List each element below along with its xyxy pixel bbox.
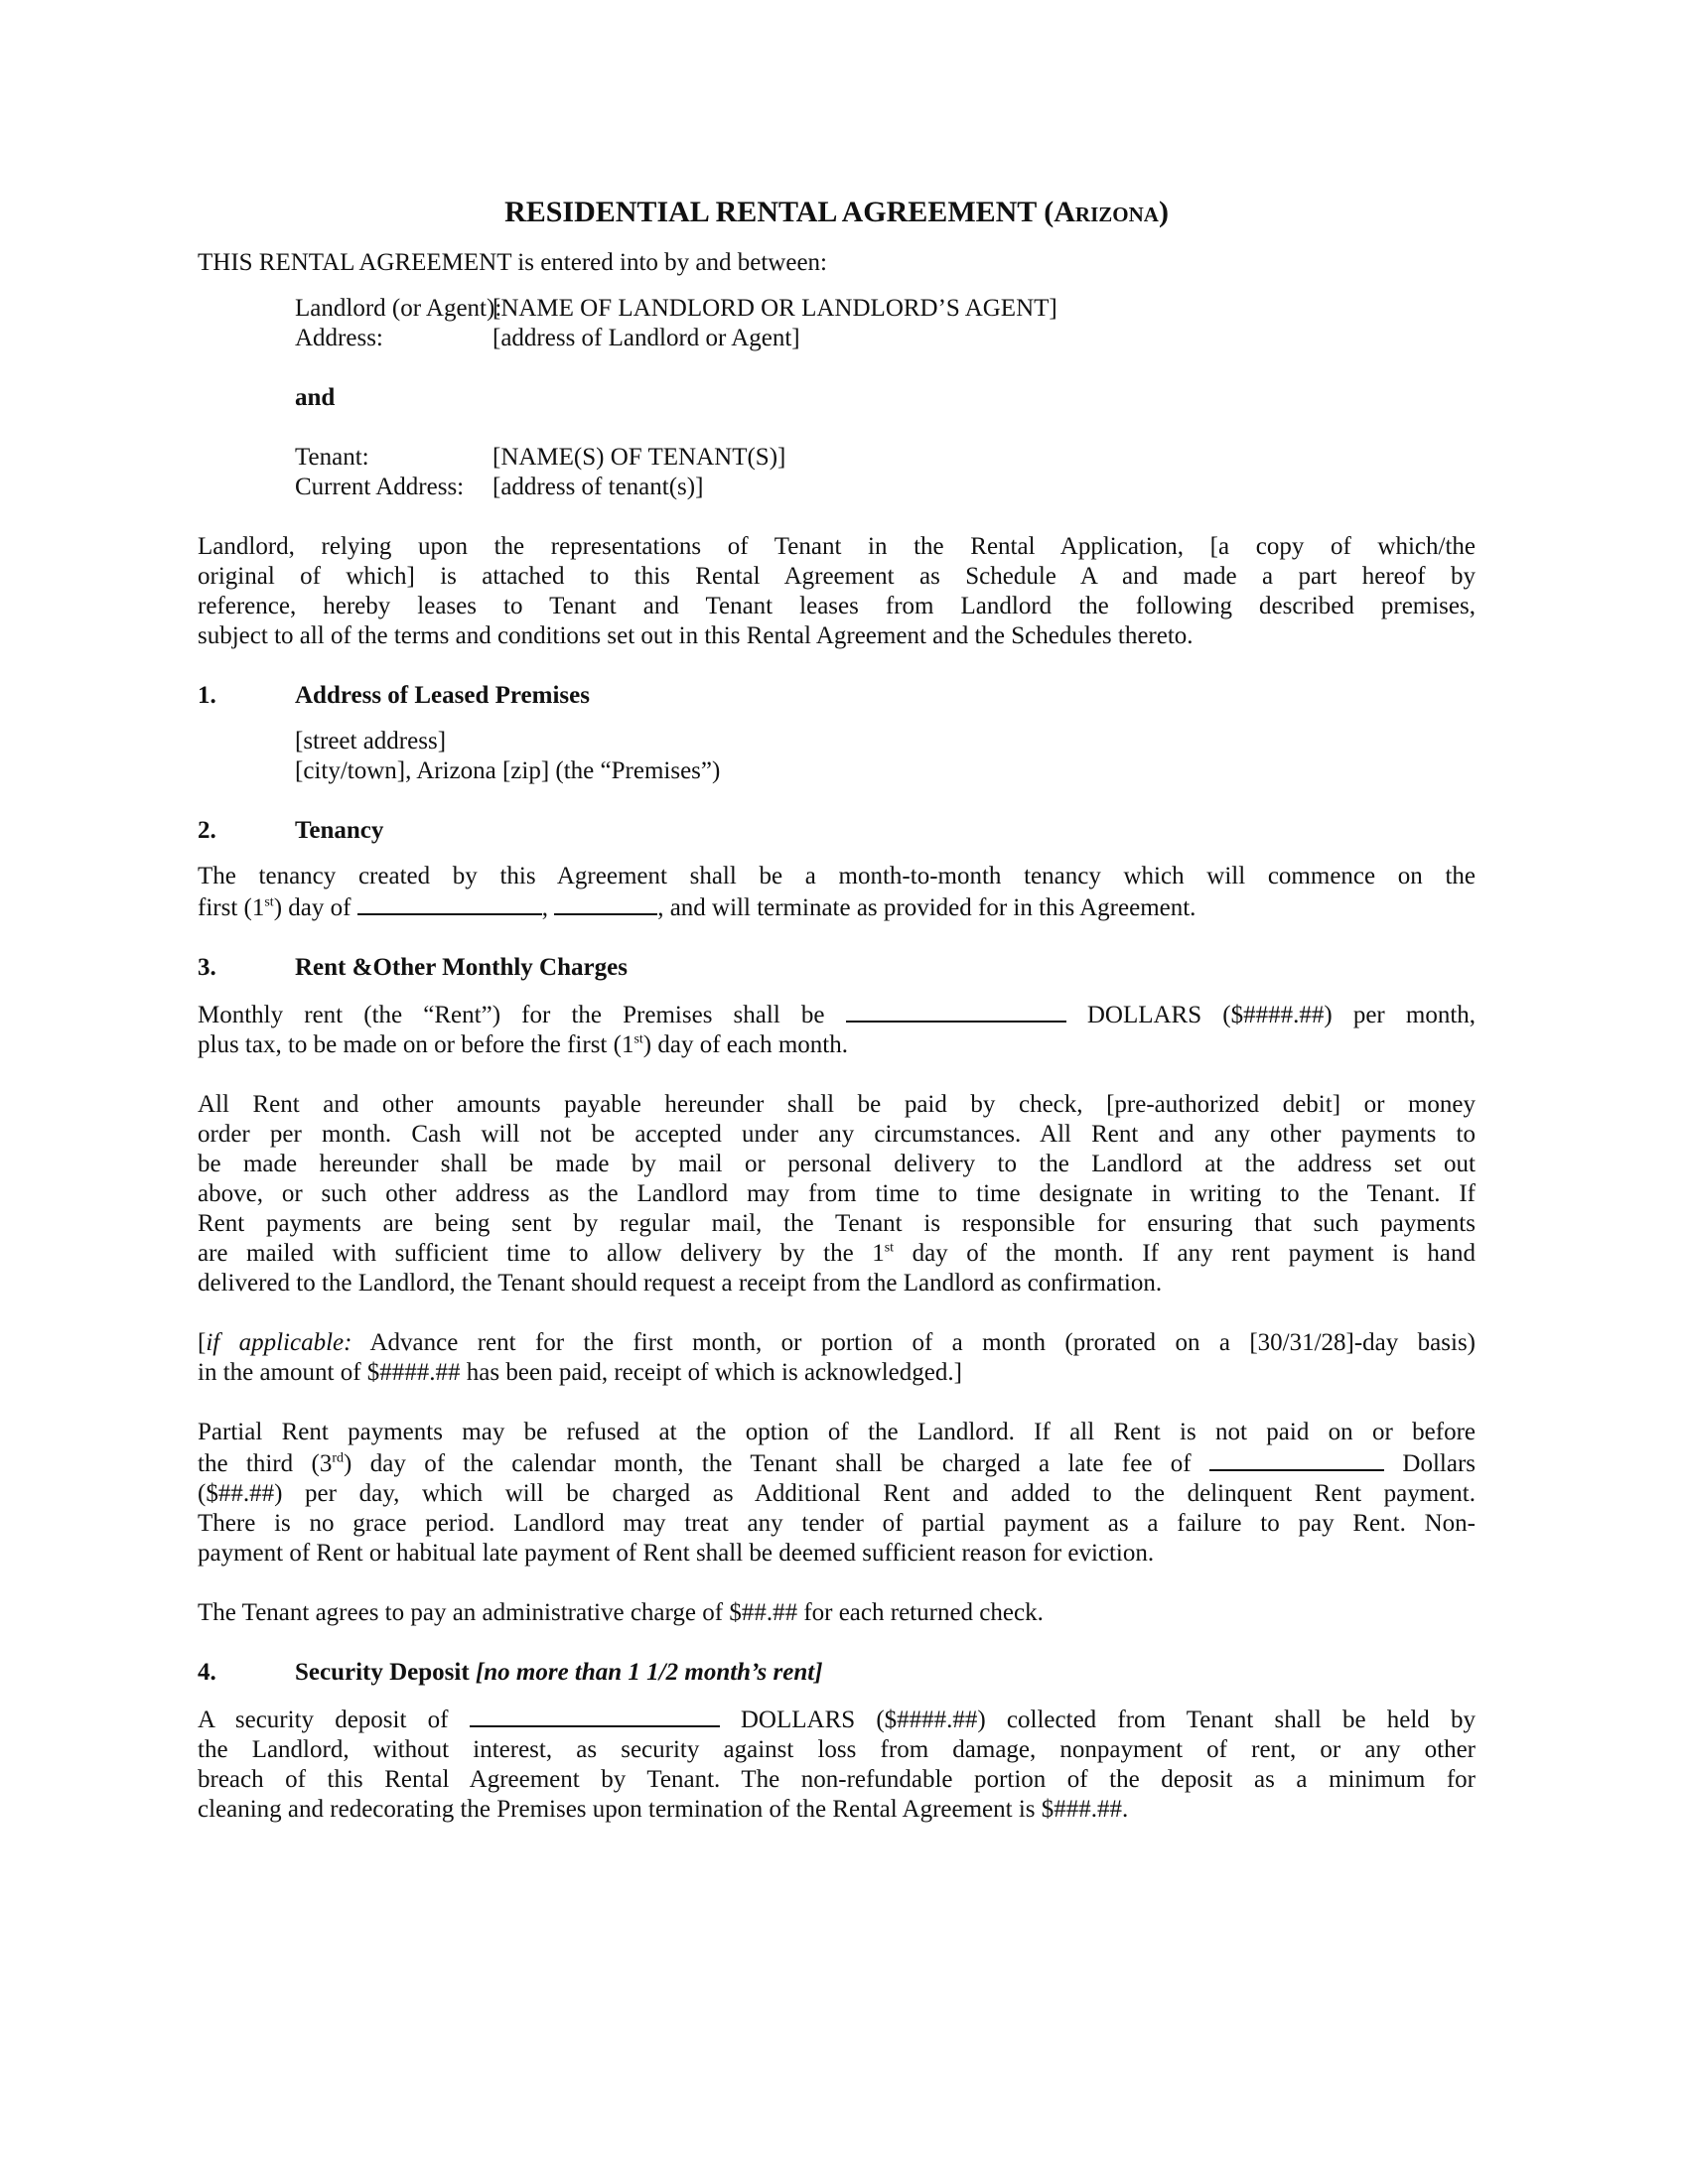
payment-text: are mailed with sufficient time to allow delivery by the 1	[198, 1240, 885, 1267]
landlord-label: Landlord (or Agent):	[295, 295, 502, 322]
landlord-row	[198, 294, 1476, 324]
rent-text: ) day of each month.	[642, 1031, 848, 1058]
tenancy-text: ) day of	[273, 894, 352, 921]
and-connector: and	[295, 384, 336, 411]
late-text: the third (3	[198, 1450, 333, 1477]
late-line: ($##.##) per day, which will be charged as Additional Rent and added to the delinquent Rent payment.	[198, 1480, 1476, 1507]
deposit-text: DOLLARS ($####.##) collected from Tenant shall be held by	[740, 1706, 1477, 1733]
tenancy-line	[198, 891, 1476, 923]
advance-rent-paragraph	[198, 1328, 1476, 1388]
payment-line: above, or such other address as the Landlord may from time to time designate in writing to the Tenant. If	[198, 1180, 1476, 1207]
section-4-heading	[295, 1658, 823, 1688]
payment-text: day of the month. If any rent payment is hand	[894, 1240, 1476, 1267]
late-fee-blank-field[interactable]	[1209, 1447, 1384, 1471]
security-deposit-paragraph	[198, 1704, 1476, 1825]
title-main: RESIDENTIAL RENTAL AGREEMENT	[504, 196, 1037, 228]
section-1-header	[198, 681, 1476, 711]
preamble-line: subject to all of the terms and conditions set out in this Rental Agreement and the Schedules thereto.	[198, 622, 1194, 649]
year-blank-field[interactable]	[554, 891, 657, 915]
tenant-address-value: [address of tenant(s)]	[492, 474, 704, 500]
tenant-label: Tenant:	[295, 444, 369, 471]
intro-text: THIS RENTAL AGREEMENT is entered into by and between:	[198, 249, 827, 276]
payment-method-paragraph	[198, 1090, 1476, 1298]
section-4-title: Security Deposit	[295, 1659, 470, 1686]
preamble-paragraph	[198, 532, 1476, 651]
deposit-amount-blank-field[interactable]	[470, 1704, 720, 1727]
rent-line	[198, 999, 1476, 1030]
street-address-placeholder: [street address]	[295, 728, 447, 754]
late-text: ) day of the calendar month, the Tenant shall be charged a late fee of	[344, 1450, 1192, 1477]
section-4-number: 4.	[198, 1659, 216, 1686]
advance-line: [if applicable: Advance rent for the first month, or portion of a month (prorated on a [30/31/28]-day basis)	[198, 1329, 1476, 1356]
tenancy-line: The tenancy created by this Agreement shall be a month-to-month tenancy which will commence on the	[198, 863, 1476, 889]
month-blank-field[interactable]	[357, 891, 542, 915]
city-zip-placeholder: [city/town], Arizona [zip] (the “Premises”)	[295, 757, 721, 784]
section-3-heading: Rent &Other Monthly Charges	[295, 954, 628, 981]
if-applicable-note: if applicable:	[206, 1329, 352, 1356]
rent-line	[198, 1030, 1476, 1060]
late-line: Partial Rent payments may be refused at the option of the Landlord. If all Rent is not paid on or before	[198, 1419, 1476, 1445]
admin-charge-text: The Tenant agrees to pay an administrative charge of $##.## for each returned check.	[198, 1599, 1044, 1626]
deposit-line: breach of this Rental Agreement by Tenant. The non-refundable portion of the deposit as a minimum for	[198, 1766, 1476, 1793]
document-title	[198, 195, 1476, 230]
late-payment-paragraph	[198, 1418, 1476, 1569]
title-state: (Arizona)	[1044, 196, 1169, 228]
tenant-address-label: Current Address:	[295, 474, 465, 500]
landlord-address-label: Address:	[295, 325, 383, 351]
monthly-rent-paragraph	[198, 999, 1476, 1060]
deposit-line: the Landlord, without interest, as security against loss from damage, nonpayment of rent, or any other	[198, 1736, 1476, 1763]
ordinal-suffix: st	[264, 894, 274, 910]
ordinal-suffix: st	[884, 1240, 895, 1256]
section-3-header	[198, 953, 1476, 983]
section-3-number: 3.	[198, 954, 216, 981]
tenant-address-row	[198, 473, 1476, 502]
landlord-value: [NAME OF LANDLORD OR LANDLORD’S AGENT]	[492, 295, 1057, 322]
tenant-value: [NAME(S) OF TENANT(S)]	[492, 444, 786, 471]
tenant-row	[198, 443, 1476, 473]
late-line: There is no grace period. Landlord may treat any tender of partial payment as a failure to pay Rent. Non-	[198, 1510, 1476, 1537]
late-line	[198, 1447, 1476, 1479]
advance-text: Advance rent for the first month, or portion of a month (prorated on a [30/31/28]-day basis)	[352, 1329, 1476, 1356]
payment-line: order per month. Cash will not be accepted under any circumstances. All Rent and any other payments to	[198, 1121, 1476, 1148]
rent-text: DOLLARS ($####.##) per month,	[1086, 1002, 1477, 1028]
section-1-heading: Address of Leased Premises	[295, 682, 590, 709]
tenancy-text: , and will terminate as provided for in this Agreement.	[657, 894, 1196, 921]
preamble-line: reference, hereby leases to Tenant and Tenant leases from Landlord the following described premises,	[198, 593, 1476, 619]
tenancy-paragraph	[198, 862, 1476, 923]
section-2-number: 2.	[198, 817, 216, 844]
section-4-note: [no more than 1 1/2 month’s rent]	[475, 1659, 823, 1686]
deposit-text: A security deposit of	[198, 1706, 449, 1733]
preamble-line: Landlord, relying upon the representations of Tenant in the Rental Application, [a copy of which/the	[198, 533, 1476, 560]
payment-line: delivered to the Landlord, the Tenant should request a receipt from the Landlord as confirmation.	[198, 1270, 1163, 1297]
comma: ,	[541, 894, 548, 921]
tenancy-text: first (1	[198, 894, 265, 921]
late-text: Dollars	[1402, 1450, 1477, 1477]
ordinal-suffix: rd	[332, 1450, 345, 1466]
section-1-number: 1.	[198, 682, 216, 709]
payment-line: Rent payments are being sent by regular mail, the Tenant is responsible for ensuring that such payments	[198, 1210, 1476, 1237]
deposit-line	[198, 1704, 1476, 1735]
rent-amount-blank-field[interactable]	[846, 999, 1066, 1023]
advance-line: in the amount of $####.## has been paid, receipt of which is acknowledged.]	[198, 1359, 962, 1386]
payment-line: be made hereunder shall be made by mail or personal delivery to the Landlord at the address set out	[198, 1151, 1476, 1177]
payment-line	[198, 1239, 1476, 1269]
rent-text: plus tax, to be made on or before the first (1	[198, 1031, 634, 1058]
landlord-address-row	[198, 324, 1476, 353]
section-4-header	[198, 1658, 1476, 1688]
section-2-heading: Tenancy	[295, 817, 384, 844]
payment-line: All Rent and other amounts payable hereunder shall be paid by check, [pre-authorized debit] or money	[198, 1091, 1476, 1118]
preamble-line: original of which] is attached to this Rental Agreement as Schedule A and made a part hereof by	[198, 563, 1476, 590]
landlord-address-value: [address of Landlord or Agent]	[492, 325, 800, 351]
ordinal-suffix: st	[633, 1031, 643, 1047]
late-line: payment of Rent or habitual late payment of Rent shall be deemed sufficient reason for eviction.	[198, 1540, 1155, 1567]
rent-text: Monthly rent (the “Rent”) for the Premises shall be	[198, 1002, 825, 1028]
deposit-line: cleaning and redecorating the Premises upon termination of the Rental Agreement is $###.##.	[198, 1796, 1129, 1823]
section-2-header	[198, 816, 1476, 846]
